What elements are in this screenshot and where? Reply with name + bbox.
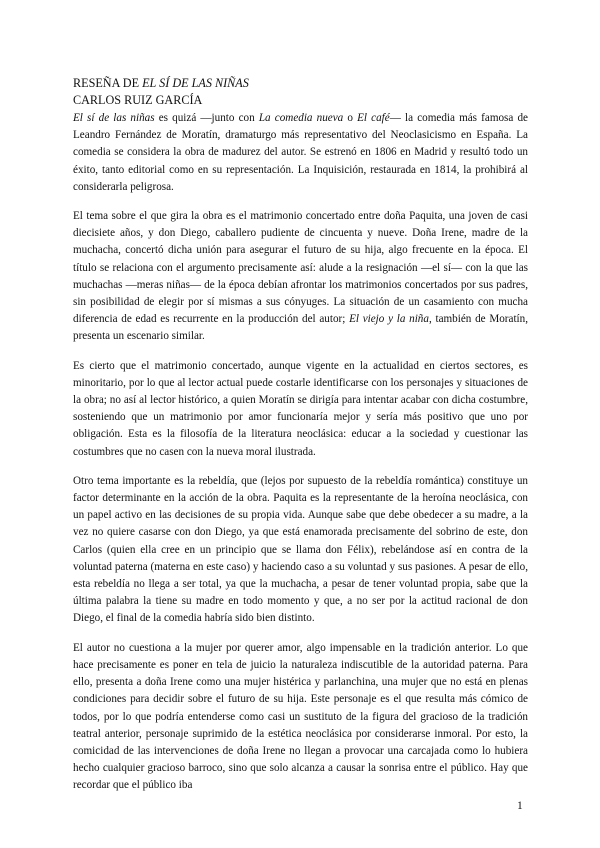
document-author: CARLOS RUIZ GARCÍA: [73, 93, 203, 107]
text-span: , también de Moratín, presenta un escenario similar.: [73, 313, 529, 343]
document-header: [73, 75, 249, 109]
paragraph-2: [73, 208, 528, 346]
text-span: es quizá —junto con: [154, 112, 259, 124]
paragraph-3: Es cierto que el matrimonio concertado, aunque vigente en la actualidad en ciertos sectores, es minoritario, por lo que al lector actual puede costarle identificarse con los personajes y situaciones de la obra; no así al lector histórico, a quien Moratín se dirigía para intentar acabar con dicha costumbre, sosteniendo que un matrimonio por amor funcionaría mejor y sería más positivo que uno por obligación. Esta es la filosofía de la literatura neoclásica: educar a la sociedad y cuestionar las costumbres que no casen con la nueva moral ilustrada.: [73, 359, 528, 458]
italic-work-title: El sí de las niñas: [73, 112, 155, 124]
title-work-name: EL SÍ DE LAS NIÑAS: [142, 76, 249, 90]
paragraph-4: Otro tema importante es la rebeldía, que (lejos por supuesto de la rebeldía romántica) constituye un factor determinante en la acción de la obra. Paquita es la representante de la heroína neoclásica, con un papel activo en las decisiones de su propia vida. Aunque sabe que debe obedecer a su madre, a la vez no quiere casarse con don Diego, ya que está enamorada precisamente del sobrino de este, don Carlos (quien ella cree en un principio que se llama don Félix), rebelándose así en contra de la voluntad paterna (materna en este caso) y haciendo caso a su voluntad y sus pasiones. A pesar de ello, esta rebeldía no llega a ser total, ya que la muchacha, a pesar de tener voluntad propia, sabe que la última palabra la tiene su madre en todo momento y que, a no ser por la actitud racional de don Diego, el final de la comedia habría sido bien distinto.: [73, 474, 528, 625]
title-prefix: RESEÑA DE: [73, 76, 143, 90]
document-title: [73, 75, 249, 92]
text-span: — la comedia más famosa de Leandro Fernández de Moratín, dramaturgo más representativo del Neoclasicismo en España. La comedia se considera la obra de madurez del autor. Se estrenó en 1806 en Madrid y resultó todo un éxito, tanto editorial como en su representación. La Inquisición, restaurada en 1814, la prohibirá al considerarla peligrosa.: [73, 112, 528, 193]
paragraph-5: El autor no cuestiona a la mujer por querer amor, algo impensable en la tradición anterior. Lo que hace precisamente es poner en tela de juicio la naturaleza indiscutible de la autoridad paterna. Para ello, presenta a doña Irene como una mujer histérica y parlanchina, una mujer que no está en plenas condiciones para decidir sobre el futuro de su hija. Este personaje es el que resulta más cómico de todos, por lo que podría entenderse como casi un sustituto de la figura del gracioso de la tradición teatral anterior, personaje suprimido de la estética neoclásica por considerarse inmoral. Por esto, la comicidad de las intervenciones de doña Irene no llegan a provocar una carcajada como lo hubiera hecho cualquier gracioso barroco, sino que solo alcanza a causar la sonrisa entre el público. Hay que recordar que el público iba: [73, 641, 528, 792]
paragraph-1: [73, 110, 528, 196]
text-span: El tema sobre el que gira la obra es el matrimonio concertado entre doña Paquita, una joven de casi diecisiete años, y don Diego, caballero pudiente de cincuenta y nueve. Doña Irene, madre de la muchacha, concertó dicha unión para asegurar el futuro de su hija, algo frecuente en la época. El título se relaciona con el argumento precisamente así: alude a la resignación —el sí— con la que las muchachas —meras niñas— de la época debían afrontar los matrimonios concertados por sus padres, sin posibilidad de elegir por sí mismas a sus cónyuges. La situación de un casamiento con mucha diferencia de edad es recurrente en la producción del autor;: [73, 210, 528, 326]
page-number: 1: [517, 800, 523, 812]
text-span: o: [343, 112, 358, 124]
document-body: [73, 110, 528, 807]
italic-work-title: El café: [357, 112, 390, 124]
italic-work-title: La comedia nueva: [258, 112, 344, 124]
italic-work-title: El viejo y la niña: [349, 313, 429, 326]
